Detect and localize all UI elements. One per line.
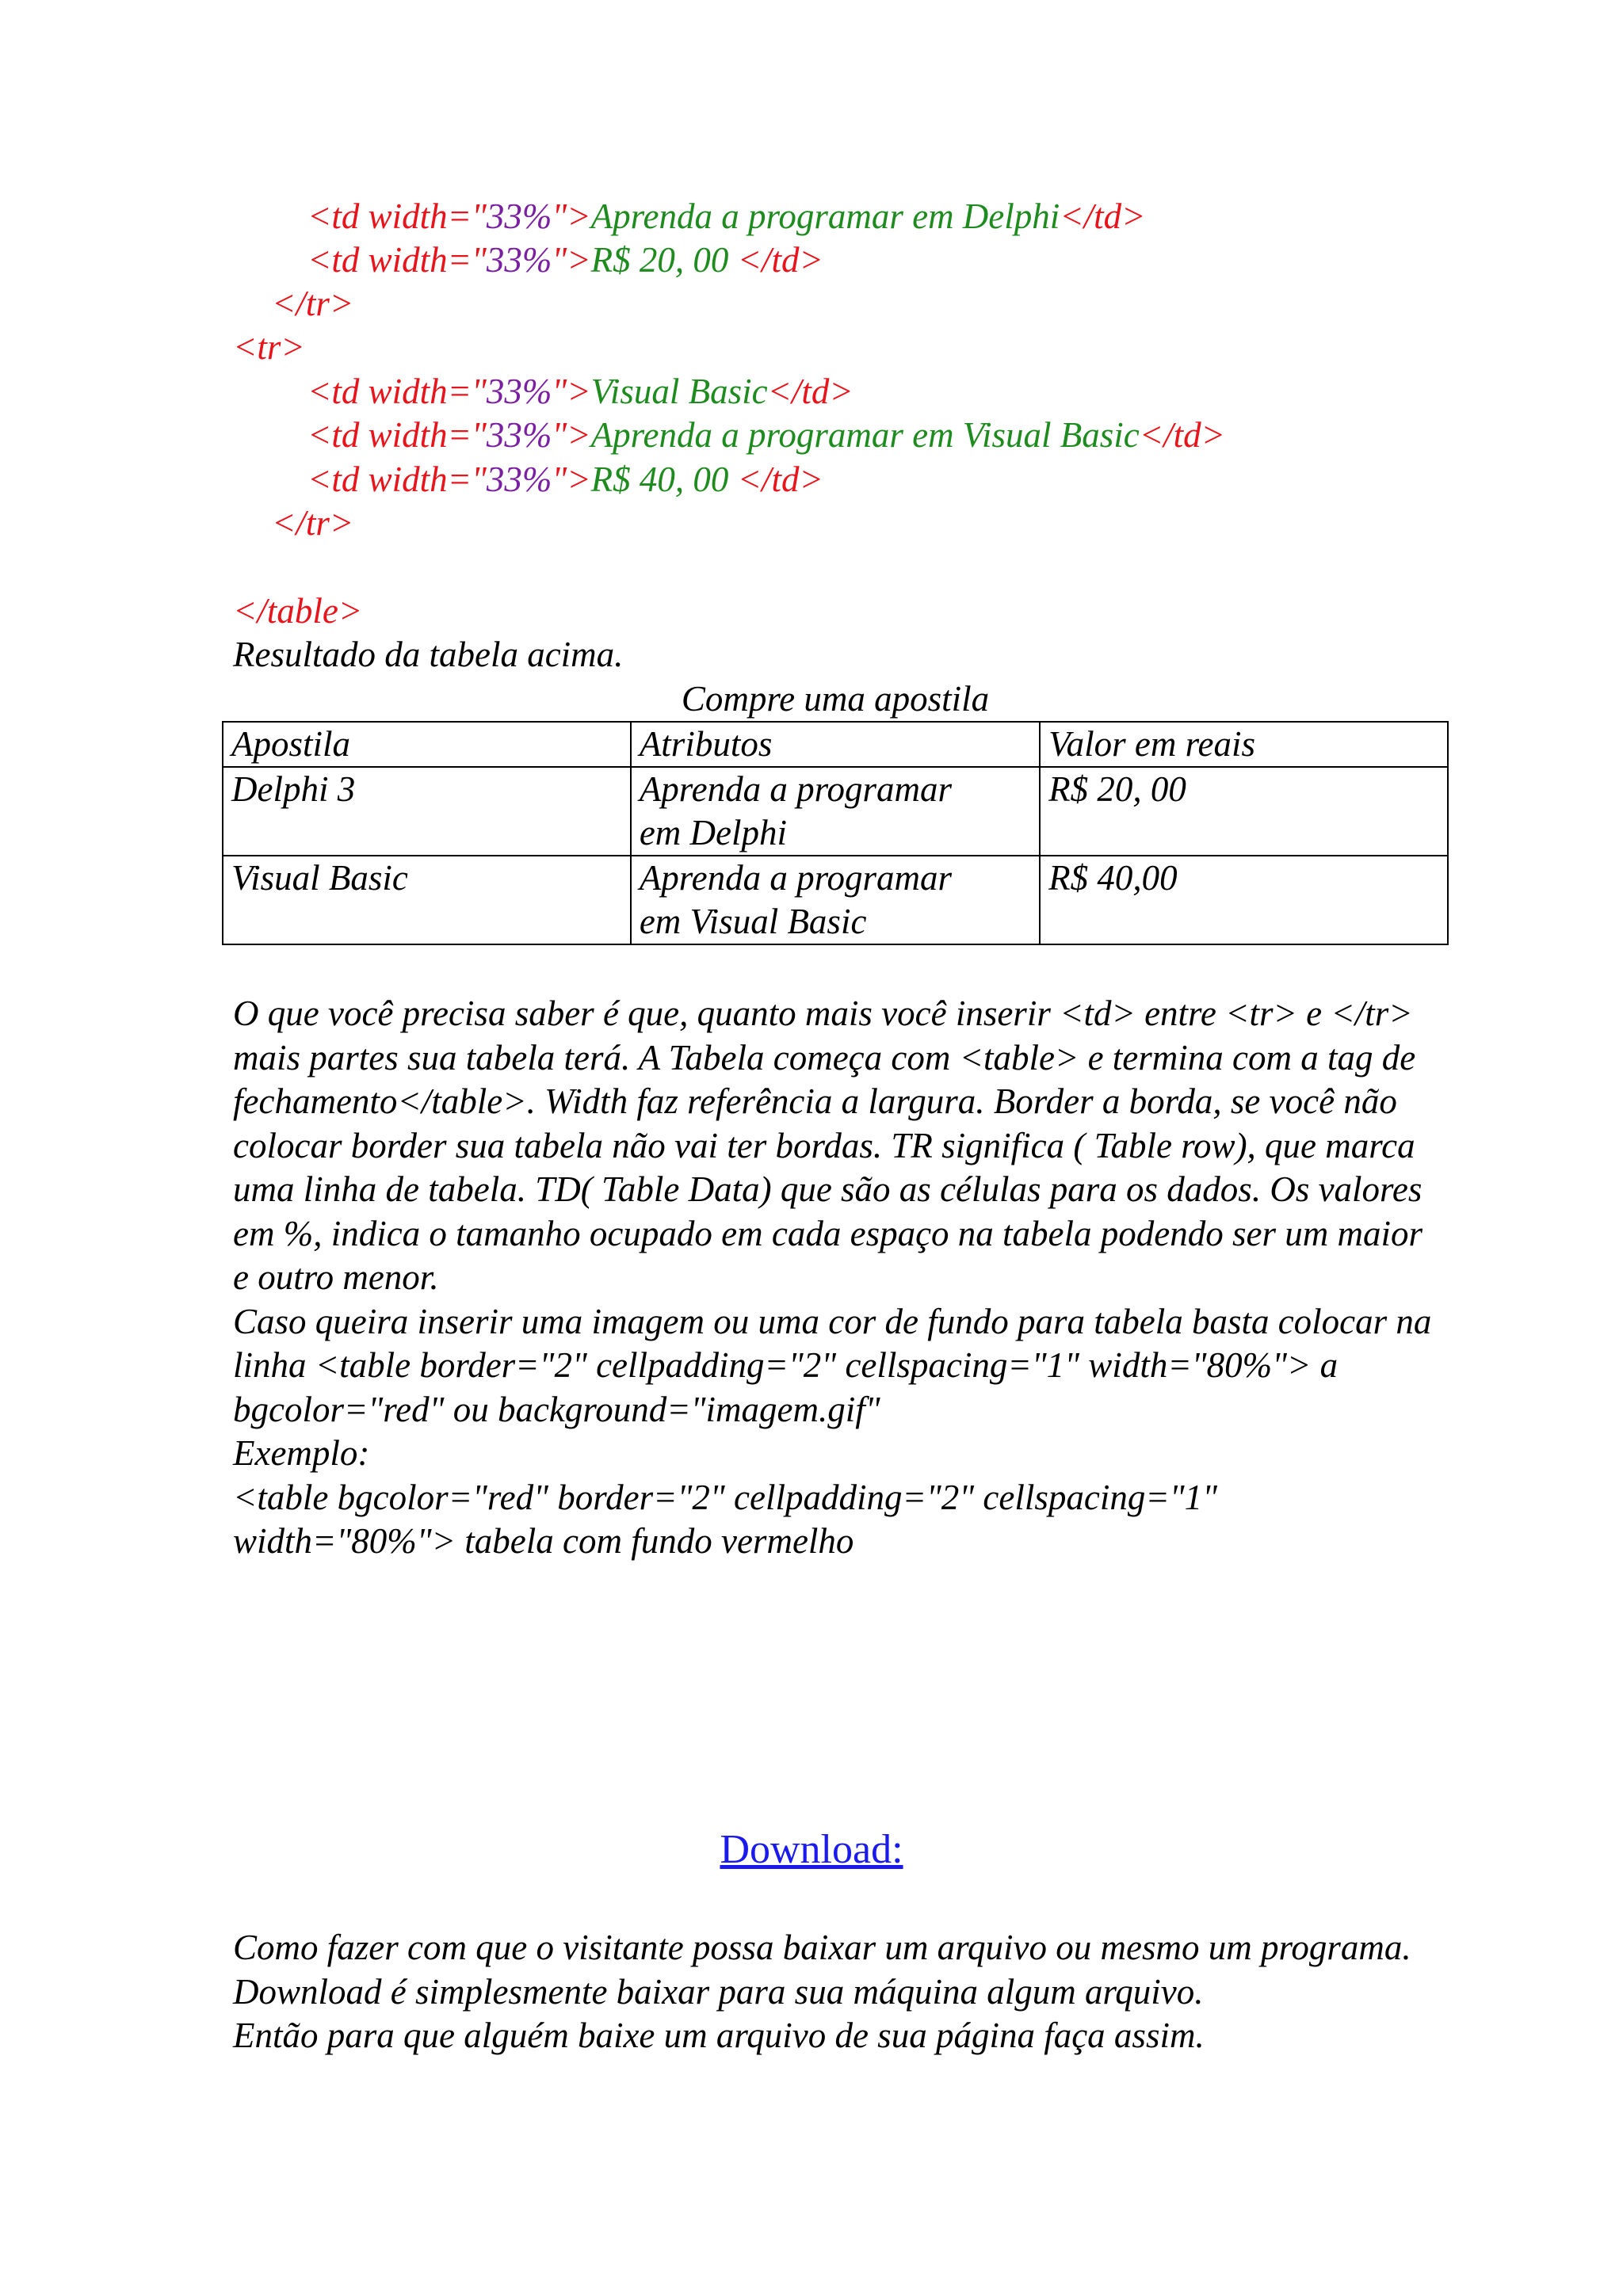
code-line-row2-td2: <td width="33%">Aprenda a programar em Visual Basic</td> — [307, 415, 1225, 455]
table-header-row — [223, 722, 1448, 767]
table-header-cell: Valor em reais — [1040, 722, 1448, 767]
example-label: Exemplo: — [233, 1433, 370, 1473]
explanation-block — [233, 992, 1438, 1564]
table-header-cell: Atributos — [631, 722, 1040, 767]
table-row — [223, 856, 1448, 944]
code-line-row2-td1: <td width="33%">Visual Basic</td> — [307, 372, 854, 411]
explanation-paragraph: Caso queira inserir uma imagem ou uma cor de fundo para tabela basta colocar na linha <table border="2" cellpadding="2" cellspacing="1" width="80%"> a bgcolor="red" ou background="imagem.gif" — [233, 1301, 1432, 1429]
table-header-cell: Apostila — [223, 722, 631, 767]
download-heading-link[interactable]: Download: — [720, 1827, 903, 1872]
result-label: Resultado da tabela acima. — [233, 635, 624, 674]
table-cell: Delphi 3 — [223, 767, 631, 856]
code-line-row1-end: </tr> — [272, 284, 354, 323]
download-paragraph: Então para que alguém baixe um arquivo de sua página faça assim. — [233, 2016, 1205, 2055]
table-cell: R$ 40,00 — [1040, 856, 1448, 944]
result-table — [222, 721, 1449, 945]
table-cell: Visual Basic — [223, 856, 631, 944]
download-paragraph: Download é simplesmente baixar para sua máquina algum arquivo. — [233, 1971, 1204, 2012]
explanation-paragraph: O que você precisa saber é que, quanto mais você inserir <td> entre <tr> e </tr> mais partes sua tabela terá. A Tabela começa com <table> e termina com a tag de fechamento</table>. Width faz referência a largura. Border a borda, se você não colocar border sua tabela não vai ter bordas. TR significa ( Table row), que marca uma linha de tabela. TD( Table Data) que são as células para os dados. Os valores em %, indica o tamanho ocupado em cada espaço na tabela podendo ser um maior e outro menor. — [233, 994, 1423, 1297]
table-caption: Compre uma apostila — [681, 679, 990, 719]
table-row — [223, 767, 1448, 856]
code-line-table-end: </table> — [233, 591, 363, 631]
table-cell: Aprenda a programar em Visual Basic — [631, 856, 1040, 944]
code-line-row2-td3: <td width="33%">R$ 40, 00 </td> — [307, 460, 823, 499]
download-text-block — [233, 1926, 1438, 2058]
code-line-row2-end: </tr> — [272, 503, 354, 543]
code-line-row1-td3: <td width="33%">R$ 20, 00 </td> — [307, 240, 823, 280]
code-line-row2-start: <tr> — [233, 327, 305, 367]
table-cell: R$ 20, 00 — [1040, 767, 1448, 856]
example-code: <table bgcolor="red" border="2" cellpadding="2" cellspacing="1" width="80%"> tabela com fundo vermelho — [233, 1477, 1218, 1561]
download-paragraph: Como fazer com que o visitante possa baixar um arquivo ou mesmo um programa. — [233, 1928, 1411, 1967]
table-cell: Aprenda a programar em Delphi — [631, 767, 1040, 856]
code-line-row1-td2: <td width="33%">Aprenda a programar em Delphi</td> — [307, 196, 1146, 236]
